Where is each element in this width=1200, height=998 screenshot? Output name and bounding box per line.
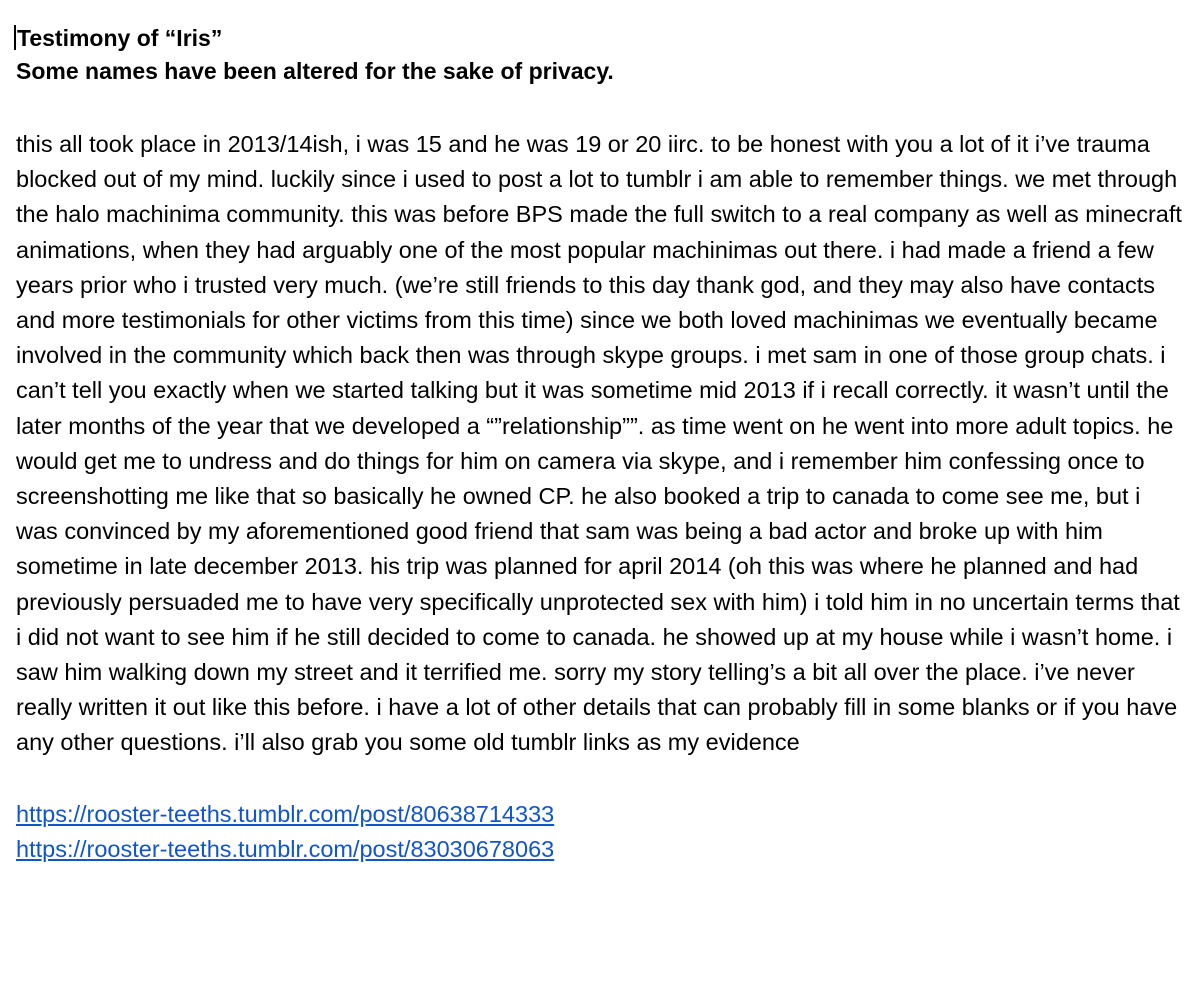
- evidence-link-1[interactable]: https://rooster-teeths.tumblr.com/post/80638714333: [16, 800, 555, 827]
- testimony-body: this all took place in 2013/14ish, i was 15 and he was 19 or 20 iirc. to be honest with you a lot of it i’ve trauma blocked out of my mind. luckily since i used to post a lot to tumblr i am able to remember things. we met through the halo machinima community. this was before BPS made the full switch to a real company as well as minecraft animations, when they had arguably one of the most popular machinimas out there. i had made a friend a few years prior who i trusted very much. (we’re still friends to this day thank god, and they may also have contacts and more testimonials for other victims from this time) since we both loved machinimas we eventually became involved in the community which back then was through skype groups. i met sam in one of those group chats. i can’t tell you exactly when we started talking but it was sometime mid 2013 if i recall correctly. it wasn’t until the later months of the year that we developed a “”relationship””. as time went on he went into more adult topics. he would get me to undress and do things for him on camera via skype, and i remember him confessing once to screenshotting me like that so basically he owned CP. he also booked a trip to canada to come see me, but i was convinced by my aforementioned good friend that sam was being a bad actor and broke up with him sometime in late december 2013. his trip was planned for april 2014 (oh this was where he planned and had previously persuaded me to have very specifically unprotected sex with him) i told him in no uncertain terms that i did not want to see him if he still decided to come to canada. he showed up at my house while i wasn’t home. i saw him walking down my street and it terrified me. sorry my story telling’s a bit all over the place. i’ve never really written it out like this before. i have a lot of other details that can probably fill in some blanks or if you have any other questions. i’ll also grab you some old tumblr links as my evidence: [16, 131, 1182, 756]
- evidence-link-2[interactable]: https://rooster-teeths.tumblr.com/post/83030678063: [16, 835, 555, 862]
- document-subtitle: Some names have been altered for the sake of privacy.: [16, 58, 614, 84]
- document-title: Testimony of “Iris”: [17, 25, 223, 51]
- document-title-line[interactable]: [16, 22, 1188, 54]
- evidence-links: [16, 797, 1188, 867]
- document-page: [16, 22, 1188, 867]
- text-cursor: [14, 25, 16, 50]
